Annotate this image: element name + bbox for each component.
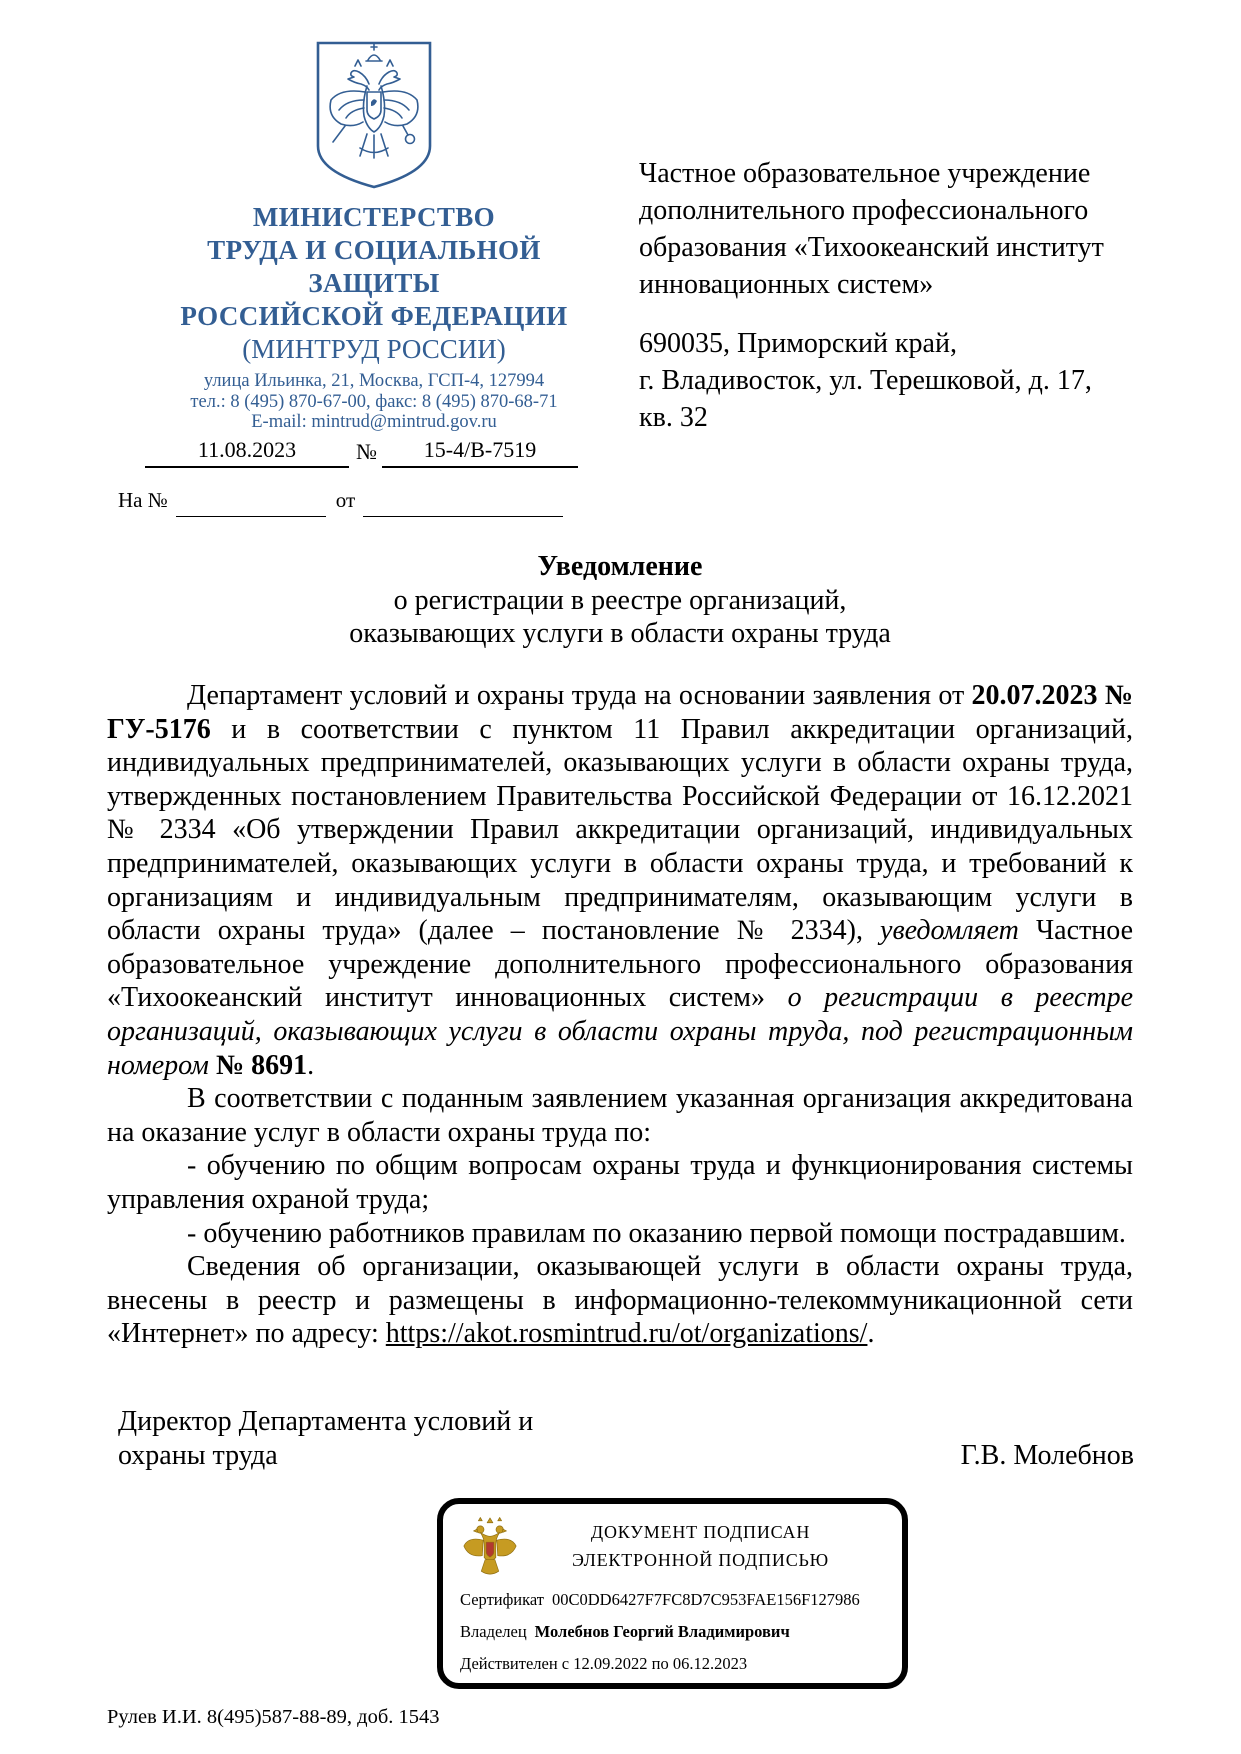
ministry-name-line: ЗАЩИТЫ	[308, 268, 440, 298]
recipient-org-line: инновационных систем»	[639, 269, 934, 300]
stamp-details	[443, 1578, 902, 1680]
stamp-title-line: ДОКУМЕНТ ПОДПИСАН	[590, 1522, 811, 1542]
signature-block	[118, 1405, 1134, 1473]
body-paragraph	[107, 679, 1133, 1082]
owner-line	[460, 1616, 902, 1648]
document-body	[107, 679, 1133, 1351]
stamp-title-line: ЭЛЕКТРОННОЙ ПОДПИСЬЮ	[572, 1550, 829, 1570]
owner-value: Молебнов Георгий Владимирович	[534, 1622, 790, 1641]
executor-contact: Рулев И.И. 8(495)587-88-89, доб. 1543	[107, 1706, 440, 1728]
reference-of-label: от	[335, 488, 356, 512]
ministry-name-line: ТРУДА И СОЦИАЛЬНОЙ	[207, 235, 541, 265]
text-run: В соответствии с поданным заявлением указанная организация аккредитована на оказание услуг в области охраны труда по:	[107, 1083, 1133, 1148]
ministry-phone-fax: тел.: 8 (495) 870-67-00, факс: 8 (495) 870-68-71	[190, 391, 558, 412]
number-sign: №	[356, 439, 377, 464]
ministry-address: улица Ильинка, 21, Москва, ГСП-4, 127994	[203, 371, 545, 391]
body-paragraph	[107, 1217, 1133, 1251]
ministry-email: E-mail: mintrud@mintrud.gov.ru	[251, 412, 497, 432]
signer-position-line: охраны труда	[118, 1440, 278, 1471]
stamp-header	[443, 1504, 902, 1578]
recipient-address-line: 690035, Приморский край,	[639, 328, 957, 359]
recipient-org-line: Частное образовательное учреждение	[639, 158, 1091, 189]
ministry-letterhead	[148, 40, 600, 433]
registry-url[interactable]: https://akot.rosmintrud.ru/ot/organizations/	[385, 1318, 868, 1350]
title-subtitle-line: о регистрации в реестре организаций,	[393, 584, 847, 616]
text-run: Сведения об организации, оказывающей услуги в области охраны труда, внесены в реестр и размещены в информационно-телекоммуникационной сети «Интернет» по адресу:	[107, 1251, 1133, 1350]
recipient-block	[639, 155, 1139, 436]
reference-label: На №	[118, 488, 168, 512]
document-title	[107, 550, 1133, 651]
gold-double-eagle-icon	[459, 1514, 521, 1578]
text-run: .	[307, 1049, 315, 1081]
reference-number-blank	[176, 492, 326, 517]
text-run: .	[867, 1318, 875, 1350]
outgoing-date: 11.08.2023	[145, 437, 349, 468]
text-run: Департамент условий и охраны труда на основании заявления от	[187, 680, 972, 711]
text-run: № 8691	[215, 1049, 308, 1081]
title-subtitle-line: оказывающих услуги в области охраны труда	[349, 618, 891, 649]
stamp-title	[521, 1518, 880, 1574]
recipient-org-line: дополнительного профессионального	[639, 195, 1089, 226]
text-run: и в соответствии с пунктом 11 Правил аккредитации организаций, индивидуальных предпринимателей, оказывающих услуги в области охраны труда, утвержденных постановлением Правительства Российской Федерации от 16.12.2021 № 2334 «Об утверждении Правил аккредитации организаций, индивидуальных предпринимателей, оказывающих услуги в области охраны труда, и требований к организациям и индивидуальным предпринимателям, оказывающим услуги в области охраны труда» (далее – постановление № 2334),	[107, 713, 1133, 947]
ministry-contacts	[148, 371, 600, 433]
recipient-address-line: г. Владивосток, ул. Терешковой, д. 17,	[639, 365, 1092, 396]
text-run: о регистрации в реестре организаций, оказывающих услуги в области охраны труда, под регистрационным номером	[107, 982, 1133, 1081]
outgoing-number-row	[145, 437, 581, 468]
text-run	[209, 1050, 216, 1081]
electronic-signature-stamp	[437, 1498, 908, 1689]
text-run: уведомляет	[880, 915, 1019, 947]
owner-label: Владелец	[460, 1622, 527, 1641]
text-run: Частное образовательное учреждение дополнительного профессионального образования «Тихоокеанский институт инновационных систем»	[107, 915, 1133, 1014]
outgoing-number: 15-4/В-7519	[382, 437, 578, 468]
ministry-short-name: (МИНТРУД РОССИИ)	[242, 334, 506, 364]
ministry-name	[148, 201, 600, 333]
reference-date-blank	[363, 492, 563, 517]
signer-name: Г.В. Молебнов	[960, 1440, 1134, 1471]
recipient-org-line: образования «Тихоокеанский институт	[639, 232, 1104, 263]
recipient-address-line: кв. 32	[639, 402, 708, 433]
russia-coat-of-arms-icon	[311, 40, 437, 190]
recipient-gap	[639, 303, 1139, 325]
validity-line: Действителен с 12.09.2022 по 06.12.2023	[460, 1654, 748, 1673]
signer-position-line: Директор Департамента условий и	[118, 1406, 534, 1437]
text-run: - обучению работников правилам по оказанию первой помощи пострадавшим.	[187, 1217, 1126, 1249]
certificate-label: Сертификат	[460, 1590, 544, 1609]
signer-position	[118, 1405, 533, 1473]
body-paragraph	[107, 1149, 1133, 1216]
text-run: - обучению по общим вопросам охраны труда и функционирования системы управления охраной труда;	[107, 1150, 1133, 1215]
ministry-name-line: РОССИЙСКОЙ ФЕДЕРАЦИИ	[180, 301, 568, 331]
title-heading: Уведомление	[537, 551, 703, 582]
certificate-value: 00C0DD6427F7FC8D7C953FAE156F127986	[552, 1590, 860, 1609]
certificate-line	[460, 1584, 902, 1616]
body-paragraph	[107, 1250, 1133, 1351]
reference-row	[118, 488, 578, 517]
text-run: 20.07.2023 № ГУ-5176	[107, 680, 1134, 745]
body-paragraph	[107, 1082, 1133, 1149]
ministry-name-line: МИНИСТЕРСТВО	[252, 202, 496, 232]
